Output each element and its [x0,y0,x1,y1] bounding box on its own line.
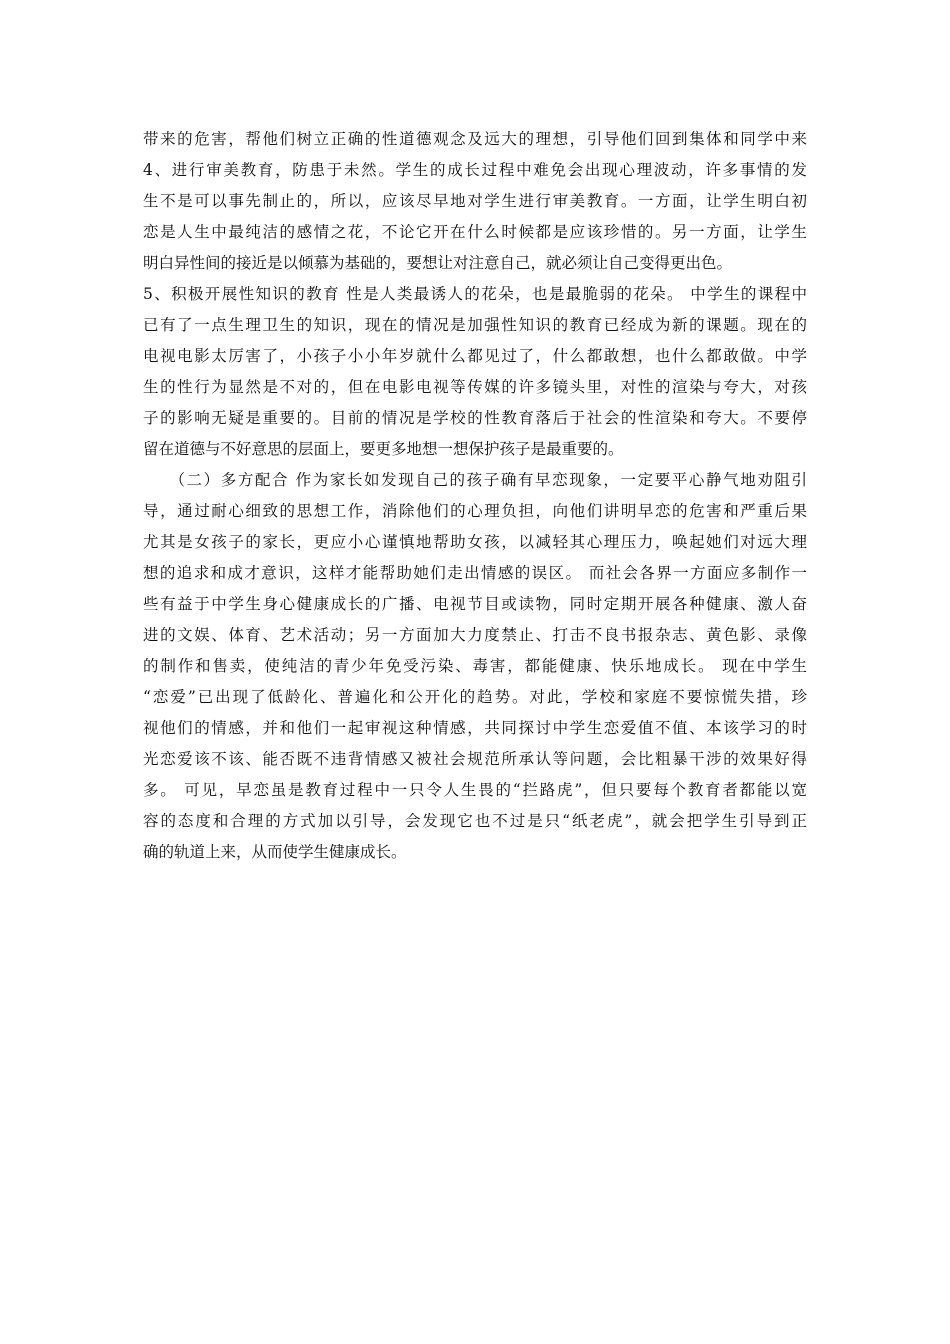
text-line: （二）多方配合 作为家长如发现自己的孩子确有早恋现象，一定要平心静气地劝阻引 [143,471,807,489]
text-line: 明白异性间的接近是以倾慕为基础的，要想让对注意自己，就必须让自己变得更出色。 [143,254,733,272]
text-line: 容的态度和合理的方式加以引导，会发现它也不过是只“纸老虎”，就会把学生引导到正 [143,812,807,830]
text-line: 生不是可以事先制止的，所以，应该尽早地对学生进行审美教育。一方面，让学生明白初 [143,192,807,210]
text-line: 电视电影太厉害了，小孩子小小年岁就什么都见过了，什么都敢想，也什么都敢做。中学 [143,347,807,365]
text-line: 进的文娱、体育、艺术活动；另一方面加大力度禁止、打击不良书报杂志、黄色影、录像 [143,626,807,644]
text-line: 视他们的情感，并和他们一起审视这种情感，共同探讨中学生恋爱值不值、本该学习的时 [143,719,807,737]
text-line: 尤其是女孩子的家长，更应小心谨慎地帮助女孩，以减轻其心理压力，唤起她们对远大理 [143,533,807,551]
text-line: 子的影响无疑是重要的。目前的情况是学校的性教育落后于社会的性渲染和夸大。不要停 [143,409,807,427]
text-line: 导，通过耐心细致的思想工作，消除他们的心理负担，向他们讲明早恋的危害和严重后果 [143,502,807,520]
text-line: 生的性行为显然是不对的，但在电影电视等传媒的许多镜头里，对性的渲染与夸大，对孩 [143,378,807,396]
text-line: 的制作和售卖，使纯洁的青少年免受污染、毒害，都能健康、快乐地成长。 现在中学生 [143,657,807,675]
text-line: 想的追求和成才意识，这样才能帮助她们走出情感的误区。 而社会各界一方面应多制作一 [143,564,807,582]
text-line: 光恋爱该不该、能否既不违背情感又被社会规范所承认等问题，会比粗暴干涉的效果好得 [143,750,807,768]
text-line: 恋是人生中最纯洁的感情之花，不论它开在什么时候都是应该珍惜的。另一方面，让学生 [143,223,807,241]
text-line: 多。 可见，早恋虽是教育过程中一只令人生畏的“拦路虎”，但只要每个教育者都能以宽 [143,781,807,799]
text-line: “恋爱”已出现了低龄化、普遍化和公开化的趋势。对此，学校和家庭不要惊慌失措，珍 [143,688,807,706]
text-line: 留在道德与不好意思的层面上，要更多地想一想保护孩子是最重要的。 [143,440,624,458]
text-line: 些有益于中学生身心健康成长的广播、电视节目或读物，同时定期开展各种健康、激人奋 [143,595,807,613]
text-line: 确的轨道上来，从而使学生健康成长。 [143,843,407,861]
text-line: 已有了一点生理卫生的知识，现在的情况是加强性知识的教育已经成为新的课题。现在的 [143,316,807,334]
text-line: 带来的危害，帮他们树立正确的性道德观念及远大的理想，引导他们回到集体和同学中来 [143,130,807,148]
text-line: 4、进行审美教育，防患于未然。学生的成长过程中难免会出现心理波动，许多事情的发 [143,161,807,179]
text-line: 5、积极开展性知识的教育 性是人类最诱人的花朵，也是最脆弱的花朵。 中学生的课程中 [143,285,807,303]
body-text [143,124,807,868]
